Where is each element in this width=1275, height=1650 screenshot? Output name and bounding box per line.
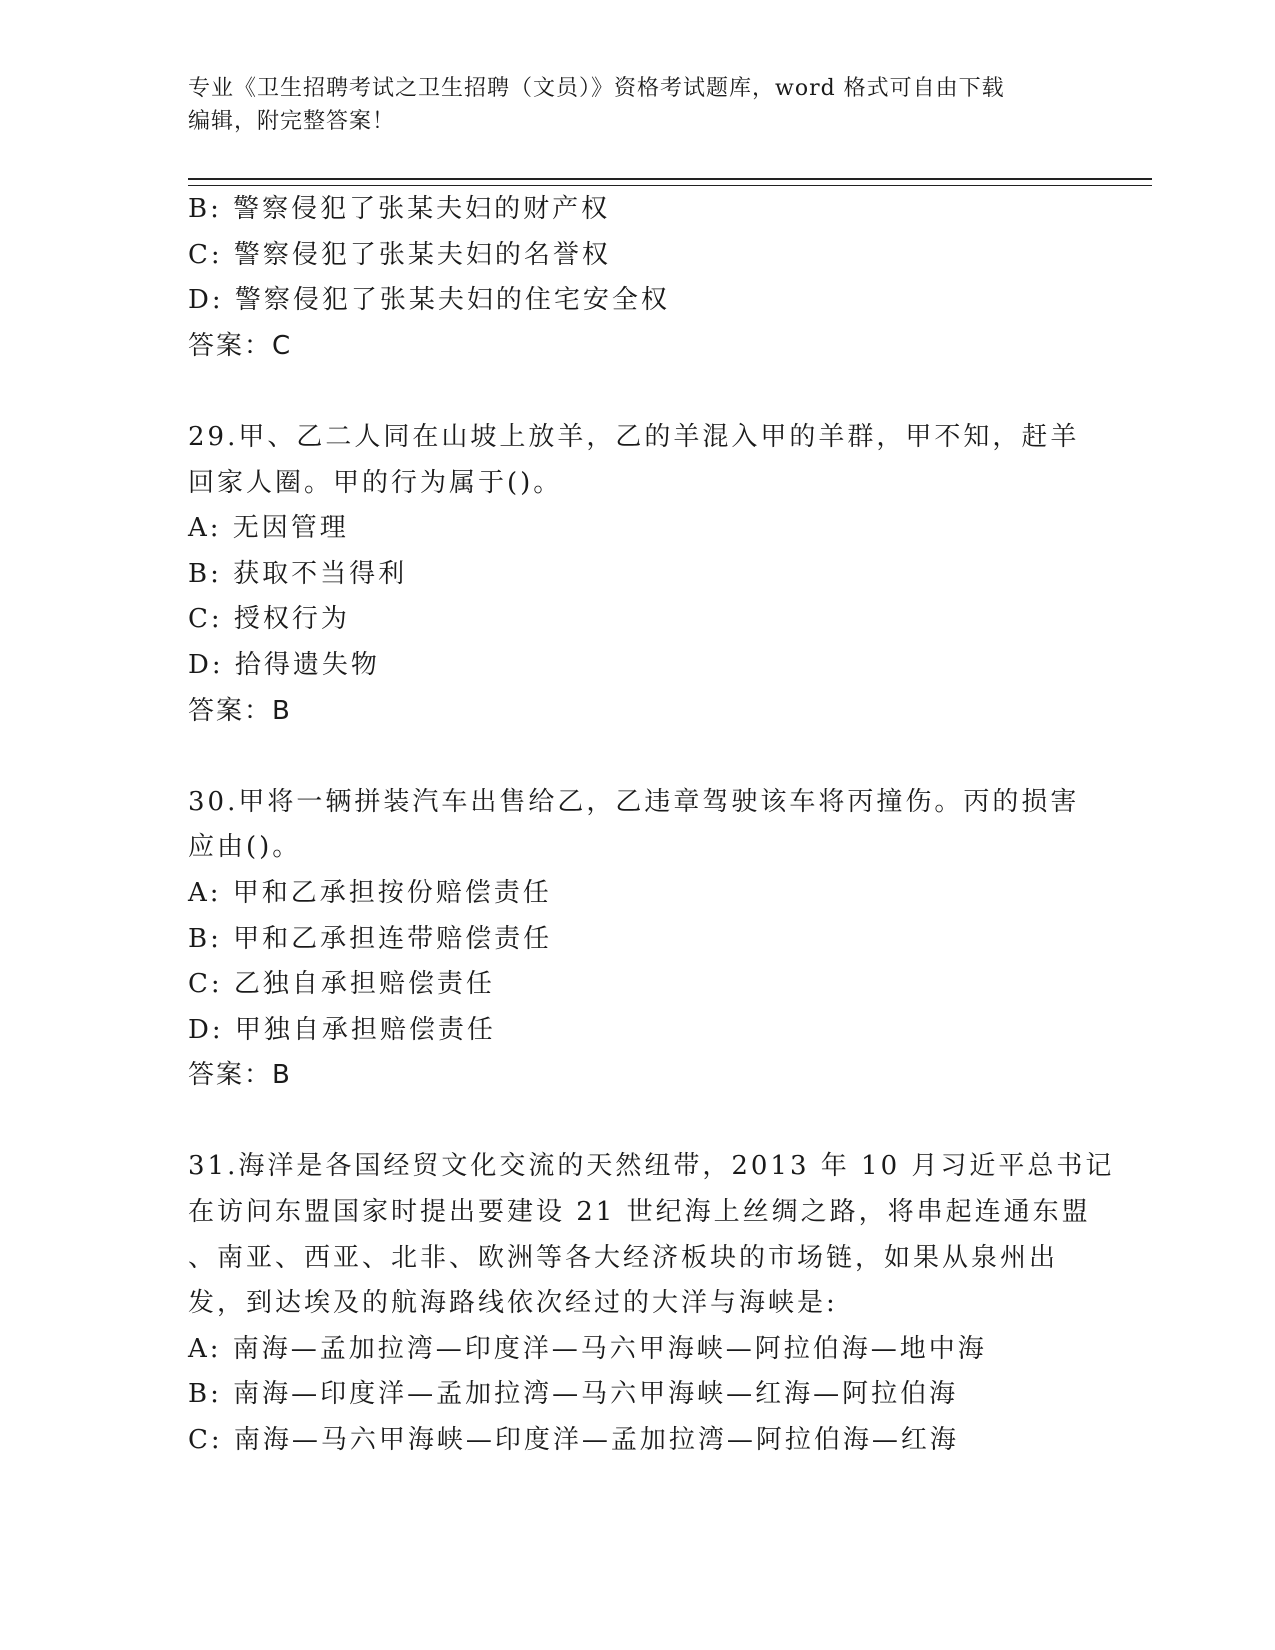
stem-line: 发，到达埃及的航海路线依次经过的大洋与海峡是:: [188, 1288, 838, 1319]
stem-line: 29.甲、乙二人同在山坡上放羊，乙的羊混入甲的羊群，甲不知，赶羊: [188, 421, 1080, 452]
page-header: [188, 72, 1068, 138]
option-b: B: 甲和乙承担连带赔偿责任: [188, 923, 553, 954]
question-stem: [188, 415, 1088, 506]
option-d: D: 拾得遗失物: [188, 649, 380, 680]
answer: 答案：B: [188, 1060, 292, 1091]
stem-line: 在访问东盟国家时提出要建设 21 世纪海上丝绸之路，将串起连通东盟: [188, 1197, 1091, 1228]
option-c: C: 警察侵犯了张某夫妇的名誉权: [188, 239, 611, 270]
question-31: [188, 1144, 1115, 1463]
option-a: A: 甲和乙承担按份赔偿责任: [188, 877, 552, 908]
option-d: D: 警察侵犯了张某夫妇的住宅安全权: [188, 285, 670, 316]
answer: 答案：B: [188, 695, 292, 726]
option-b: B: 获取不当得利: [188, 558, 408, 589]
question-30: [188, 780, 1088, 1099]
stem-line: 应由()。: [188, 832, 302, 863]
stem-line: 、南亚、西亚、北非、欧洲等各大经济板块的市场链，如果从泉州出: [188, 1242, 1059, 1273]
option-c: C: 南海—马六甲海峡—印度洋—孟加拉湾—阿拉伯海—红海: [188, 1425, 959, 1456]
stem-line: 30.甲将一辆拼装汽车出售给乙，乙违章驾驶该车将丙撞伤。丙的损害: [188, 786, 1080, 817]
question-29: [188, 415, 1088, 734]
option-c: C: 乙独自承担赔偿责任: [188, 969, 495, 1000]
header-line-2: 编辑，附完整答案！: [188, 109, 396, 134]
option-b: B: 警察侵犯了张某夫妇的财产权: [188, 194, 611, 224]
question-content: [188, 187, 1115, 1464]
option-a: A: 无因管理: [188, 513, 349, 544]
answer: 答案：C: [188, 330, 293, 361]
header-divider: [188, 178, 1152, 186]
question-stem: [188, 1144, 1115, 1326]
option-d: D: 甲独自承担赔偿责任: [188, 1014, 496, 1045]
stem-line: 31.海洋是各国经贸文化交流的天然纽带，2013 年 10 月习近平总书记: [188, 1151, 1115, 1182]
stem-line: 回家人圈。甲的行为属于()。: [188, 467, 563, 498]
option-b: B: 南海—印度洋—孟加拉湾—马六甲海峡—红海—阿拉伯海: [188, 1379, 959, 1410]
question-28-partial: [188, 187, 1088, 369]
option-c: C: 授权行为: [188, 604, 350, 635]
option-a: A: 南海—孟加拉湾—印度洋—马六甲海峡—阿拉伯海—地中海: [188, 1333, 987, 1364]
header-line-1: 专业《卫生招聘考试之卫生招聘（文员）》资格考试题库，word 格式可自由下载: [188, 76, 1005, 101]
question-stem: [188, 780, 1088, 871]
